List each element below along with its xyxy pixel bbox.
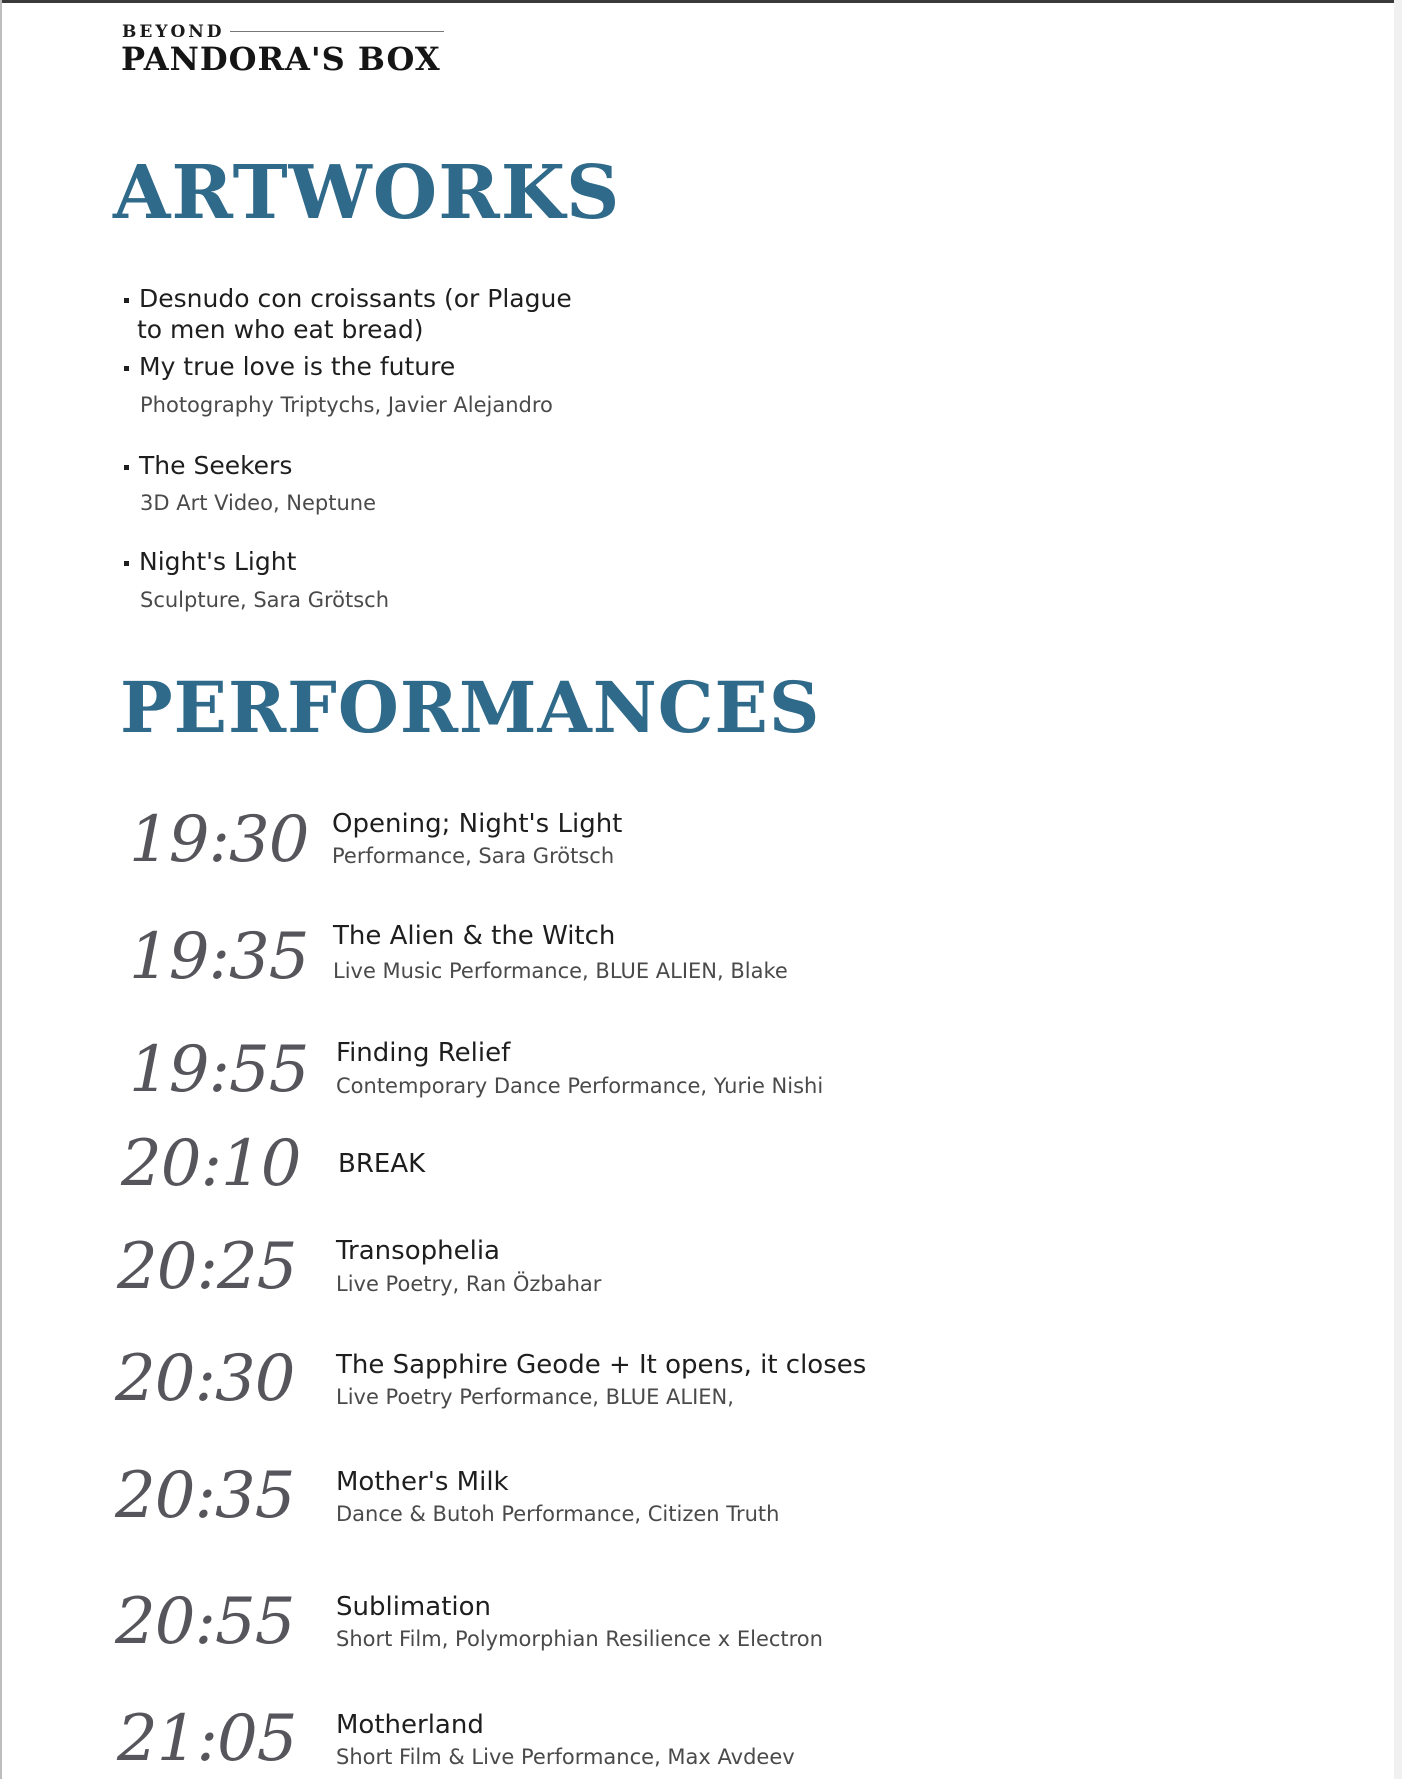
performances-heading: PERFORMANCES: [120, 666, 821, 749]
performance-title: Sublimation: [336, 1592, 491, 1622]
left-border: [0, 0, 2, 1779]
artwork-title: Desnudo con croissants (or Plague: [139, 284, 572, 313]
performance-time: 20:55: [115, 1585, 295, 1659]
performance-subtitle: Live Poetry Performance, BLUE ALIEN,: [336, 1385, 734, 1409]
performance-time: 20:25: [117, 1230, 297, 1304]
performance-subtitle: Short Film, Polymorphian Resilience x Electron: [336, 1627, 823, 1651]
performance-time: 20:10: [121, 1127, 301, 1201]
performance-subtitle: Live Music Performance, BLUE ALIEN, Blake: [333, 959, 788, 983]
performance-title: The Alien & the Witch: [333, 921, 616, 951]
artwork-subtitle: Sculpture, Sara Grötsch: [140, 588, 390, 612]
performance-time: 20:35: [115, 1459, 295, 1533]
artwork-title: Night's Light: [139, 547, 297, 576]
performance-time: 19:55: [129, 1033, 309, 1107]
performance-subtitle: Contemporary Dance Performance, Yurie Nishi: [336, 1074, 824, 1098]
performance-subtitle: Dance & Butoh Performance, Citizen Truth: [336, 1502, 780, 1526]
artwork-subtitle: 3D Art Video, Neptune: [140, 491, 377, 515]
top-border: [0, 0, 1402, 3]
performance-title: Motherland: [336, 1710, 484, 1740]
performance-title: Opening; Night's Light: [332, 809, 623, 839]
logo-rule: [230, 31, 444, 32]
performance-time: 21:05: [117, 1702, 297, 1776]
performance-title: Mother's Milk: [336, 1467, 509, 1497]
artwork-title: My true love is the future: [139, 352, 456, 381]
performance-time: 20:30: [115, 1342, 295, 1416]
artwork-title: The Seekers: [139, 451, 293, 480]
artwork-subtitle: Photography Triptychs, Javier Alejandro: [140, 393, 553, 417]
performance-subtitle: Performance, Sara Grötsch: [332, 844, 615, 868]
performance-title: Finding Relief: [336, 1038, 511, 1068]
logo-name: PANDORA'S BOX: [121, 40, 441, 78]
performance-subtitle: Short Film & Live Performance, Max Avdeev: [336, 1745, 795, 1769]
logo-top-word: BEYOND: [122, 22, 225, 42]
performance-time: 19:30: [129, 803, 309, 877]
performance-title: The Sapphire Geode + It opens, it closes: [336, 1350, 867, 1380]
right-border: [1394, 0, 1402, 1779]
performance-title: Transophelia: [336, 1236, 500, 1266]
artworks-heading: ARTWORKS: [113, 150, 621, 236]
performance-title: BREAK: [338, 1149, 426, 1179]
performance-subtitle: Live Poetry, Ran Özbahar: [336, 1272, 602, 1296]
artwork-title-continued: to men who eat bread): [137, 315, 424, 344]
performance-time: 19:35: [129, 920, 309, 994]
